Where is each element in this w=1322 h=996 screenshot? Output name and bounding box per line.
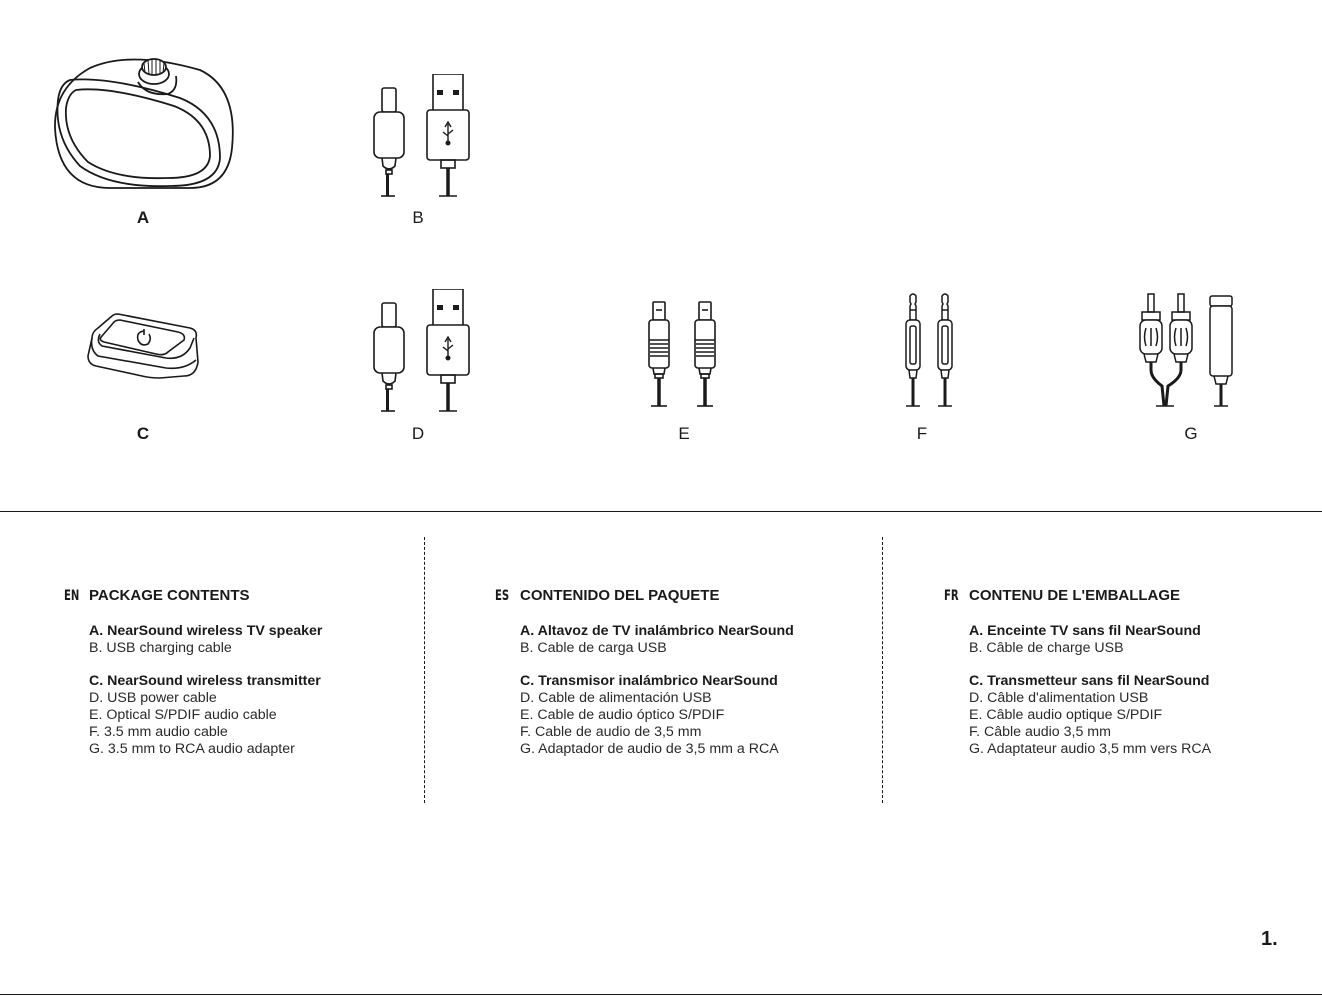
list-item: G. 3.5 mm to RCA audio adapter bbox=[89, 740, 295, 757]
list-item: B. Cable de carga USB bbox=[520, 639, 667, 656]
usb-power-cable-illustration bbox=[373, 289, 473, 413]
list-item: C. Transmisor inalámbrico NearSound bbox=[520, 673, 778, 690]
item-letter-d: D bbox=[411, 424, 425, 443]
item-letter-e: E bbox=[678, 424, 690, 443]
list-item: G. Adaptateur audio 3,5 mm vers RCA bbox=[969, 740, 1212, 757]
item-letter-f: F bbox=[916, 424, 928, 443]
list-item: E. Câble audio optique S/PDIF bbox=[969, 706, 1163, 723]
contents-list bbox=[969, 623, 1211, 757]
section-title: CONTENU DE L'EMBALLAGE bbox=[969, 587, 1181, 604]
list-item: B. USB charging cable bbox=[89, 639, 232, 656]
list-item: F. 3.5 mm audio cable bbox=[89, 723, 228, 740]
item-letter-g: G bbox=[1184, 424, 1198, 443]
list-item: A. NearSound wireless TV speaker bbox=[89, 623, 323, 639]
list-item: B. Câble de charge USB bbox=[969, 639, 1124, 656]
usb-charging-cable-illustration bbox=[373, 74, 473, 198]
contents-list bbox=[89, 623, 322, 757]
list-item: C. Transmetteur sans fil NearSound bbox=[969, 673, 1210, 690]
column-separator-1 bbox=[424, 537, 425, 803]
contents-list bbox=[520, 623, 794, 757]
list-item: D. USB power cable bbox=[89, 690, 217, 707]
list-item: A. Altavoz de TV inalámbrico NearSound bbox=[520, 623, 794, 639]
item-letter-a: A bbox=[136, 208, 150, 227]
column-separator-2 bbox=[882, 537, 883, 803]
page-bottom-rule bbox=[0, 994, 1322, 995]
language-code: EN bbox=[64, 588, 80, 604]
section-divider bbox=[0, 511, 1322, 512]
list-item: D. Câble d'alimentation USB bbox=[969, 690, 1149, 707]
list-item: A. Enceinte TV sans fil NearSound bbox=[969, 623, 1201, 639]
language-code: FR bbox=[944, 588, 959, 604]
list-item: F. Câble audio 3,5 mm bbox=[969, 723, 1111, 740]
list-item: E. Optical S/PDIF audio cable bbox=[89, 706, 277, 723]
list-item: G. Adaptador de audio de 3,5 mm a RCA bbox=[520, 740, 779, 757]
list-item: C. NearSound wireless transmitter bbox=[89, 673, 321, 690]
section-title: CONTENIDO DEL PAQUETE bbox=[520, 587, 720, 604]
speaker-illustration bbox=[50, 48, 240, 196]
optical-cable-illustration bbox=[645, 298, 723, 410]
list-item: D. Cable de alimentación USB bbox=[520, 690, 712, 707]
list-item: F. Cable de audio de 3,5 mm bbox=[520, 723, 702, 740]
rca-adapter-illustration bbox=[1134, 290, 1240, 410]
language-code: ES bbox=[495, 588, 510, 604]
item-letter-c: C bbox=[136, 424, 150, 443]
list-item: E. Cable de audio óptico S/PDIF bbox=[520, 706, 725, 723]
page-number: 1. bbox=[1261, 928, 1278, 950]
section-title: PACKAGE CONTENTS bbox=[89, 587, 250, 604]
transmitter-illustration bbox=[86, 310, 202, 382]
audio-cable-illustration bbox=[902, 292, 958, 410]
item-letter-b: B bbox=[412, 208, 424, 227]
